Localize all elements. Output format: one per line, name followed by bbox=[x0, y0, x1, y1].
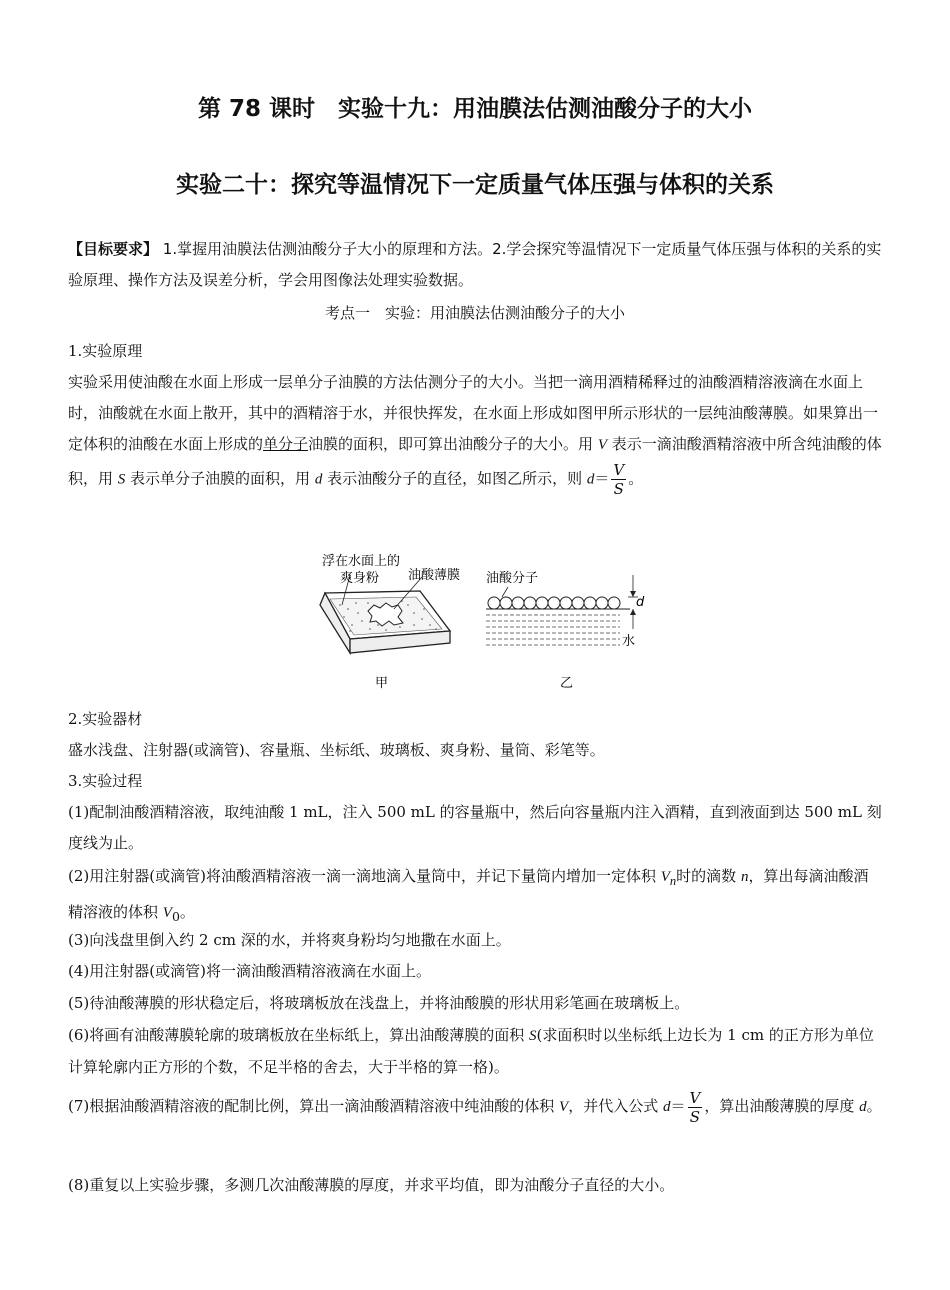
tray-diagram bbox=[320, 553, 460, 691]
step2-text-b: 时的滴数 bbox=[676, 867, 741, 885]
principle-paragraph bbox=[68, 367, 883, 498]
var-S: S bbox=[117, 471, 126, 488]
formula-fraction bbox=[611, 461, 626, 498]
step7-text-b: ，并代入公式 bbox=[568, 1097, 663, 1115]
step6-text-a: (6)将画有油酸薄膜轮廓的玻璃板放在坐标纸上，算出油酸薄膜的面积 bbox=[68, 1026, 530, 1044]
process-step-1: (1)配制油酸酒精溶液，取纯油酸 1 mL，注入 500 mL 的容量瓶中，然后向容量瓶内注入酒精，直到液面到达 500 mL 刻度线为止。 bbox=[68, 803, 882, 852]
formula-eq-step7: ＝ bbox=[670, 1097, 686, 1115]
step2-end: 。 bbox=[179, 903, 195, 921]
formula-d-step7: d bbox=[662, 1099, 671, 1115]
water-lines bbox=[486, 615, 620, 645]
formula-eq: ＝ bbox=[594, 469, 610, 488]
formula-fraction-step7 bbox=[688, 1089, 703, 1126]
equipment-heading: 2.实验器材 bbox=[68, 710, 143, 728]
page-title-line1: 第 78 课时 实验十九：用油膜法估测油酸分子的大小 bbox=[197, 96, 753, 122]
step7-end: 。 bbox=[866, 1097, 882, 1115]
var-d-step7: d bbox=[859, 1099, 867, 1115]
label-powder-2: 爽身粉 bbox=[340, 571, 380, 586]
formula-d: d bbox=[586, 471, 595, 488]
goals-tag: 【目标要求】 bbox=[68, 240, 159, 258]
label-oil-film: 油酸薄膜 bbox=[408, 568, 461, 583]
process-step-6 bbox=[68, 1020, 883, 1083]
var-S-step6: S bbox=[529, 1028, 537, 1044]
molecule-row bbox=[488, 597, 620, 609]
step7-text-c: ，算出油酸薄膜的厚度 bbox=[704, 1097, 860, 1115]
var-d: d bbox=[314, 471, 323, 488]
figure-oil-film bbox=[290, 545, 670, 695]
process-step-8: (8)重复以上实验步骤，多测几次油酸薄膜的厚度，并求平均值，即为油酸分子直径的大小。 bbox=[68, 1176, 675, 1194]
fraction-denominator-step7: S bbox=[689, 1107, 701, 1126]
sub-0: 0 bbox=[171, 909, 180, 924]
step6-text-b: (求面积时以坐标纸上边长为 1 cm 的正方形为单位计算轮廓内正方形的个数，不足半格的舍去，大于半格的算一格)。 bbox=[68, 1026, 874, 1076]
var-n: n bbox=[740, 869, 749, 885]
principle-text-a: 实验采用使油酸在水面上形成一层单分子油膜的方法估测分子的大小。当把一滴用酒精稀释过的油酸酒精溶液滴在水面上时，油酸就在水面上散开，其中的酒精溶于水，并很快挥发，在水面上形成如图甲所示形状的一层纯油酸薄膜。如果算出一定体积的油酸在水面上形成的 bbox=[68, 373, 879, 453]
label-d: d bbox=[636, 595, 645, 610]
sub-n: n bbox=[669, 874, 677, 888]
fraction-denominator: S bbox=[613, 480, 624, 498]
section-title: 考点一 实验：用油膜法估测油酸分子的大小 bbox=[324, 304, 625, 322]
page-title-line2: 实验二十：探究等温情况下一定质量气体压强与体积的关系 bbox=[176, 172, 774, 198]
process-step-3: (3)向浅盘里倒入约 2 cm 深的水，并将爽身粉均匀地撒在水面上。 bbox=[68, 931, 511, 949]
principle-heading: 1.实验原理 bbox=[68, 342, 143, 360]
process-step-4: (4)用注射器(或滴管)将一滴油酸酒精溶液滴在水面上。 bbox=[68, 962, 431, 980]
caption-yi: 乙 bbox=[560, 676, 574, 691]
label-water: 水 bbox=[622, 634, 636, 649]
var-V: V bbox=[597, 437, 607, 453]
fraction-numerator-step7: V bbox=[689, 1088, 701, 1107]
process-step-7 bbox=[68, 1088, 883, 1126]
process-step-2 bbox=[68, 861, 883, 932]
var-Vn: V bbox=[660, 869, 670, 885]
principle-text-d: 表示单分子油膜的面积，用 bbox=[125, 469, 315, 488]
molecule-diagram bbox=[486, 570, 645, 691]
principle-underline: 单分子 bbox=[263, 435, 309, 453]
var-V0: V bbox=[162, 905, 172, 921]
label-oil-molecule: 油酸分子 bbox=[486, 571, 539, 586]
principle-text-e: 表示油酸分子的直径，如图乙所示，则 bbox=[322, 469, 587, 488]
goals-text: 1.掌握用油膜法估测油酸分子大小的原理和方法。2.学会探究等温情况下一定质量气体压强与体积的关系的实验原理、操作方法及误差分析，学会用图像法处理实验数据。 bbox=[68, 240, 882, 289]
label-powder-1: 浮在水面上的 bbox=[322, 554, 401, 569]
var-V-step7: V bbox=[559, 1099, 569, 1115]
principle-end: 。 bbox=[628, 469, 644, 488]
learning-goals bbox=[68, 234, 883, 296]
process-step-5: (5)待油酸薄膜的形状稳定后，将玻璃板放在浅盘上，并将油酸膜的形状用彩笔画在玻璃板上。 bbox=[68, 994, 690, 1012]
principle-text-c: 表示一滴油酸酒精溶液中所含纯油酸的体积，用 bbox=[68, 435, 882, 488]
step2-text-a: (2)用注射器(或滴管)将油酸酒精溶液一滴一滴地滴入量筒中，并记下量筒内增加一定体积 bbox=[68, 867, 661, 885]
caption-jia: 甲 bbox=[375, 676, 389, 691]
step7-text-a: (7)根据油酸酒精溶液的配制比例，算出一滴油酸酒精溶液中纯油酸的体积 bbox=[68, 1097, 560, 1115]
equipment-text: 盛水浅盘、注射器(或滴管)、容量瓶、坐标纸、玻璃板、爽身粉、量筒、彩笔等。 bbox=[68, 741, 605, 759]
principle-text-b: 油膜的面积，即可算出油酸分子的大小。用 bbox=[308, 435, 598, 453]
process-heading: 3.实验过程 bbox=[68, 772, 143, 790]
fraction-numerator: V bbox=[613, 461, 625, 479]
step2-text-c: ，算出每滴油酸酒精溶液的体积 bbox=[68, 867, 869, 921]
